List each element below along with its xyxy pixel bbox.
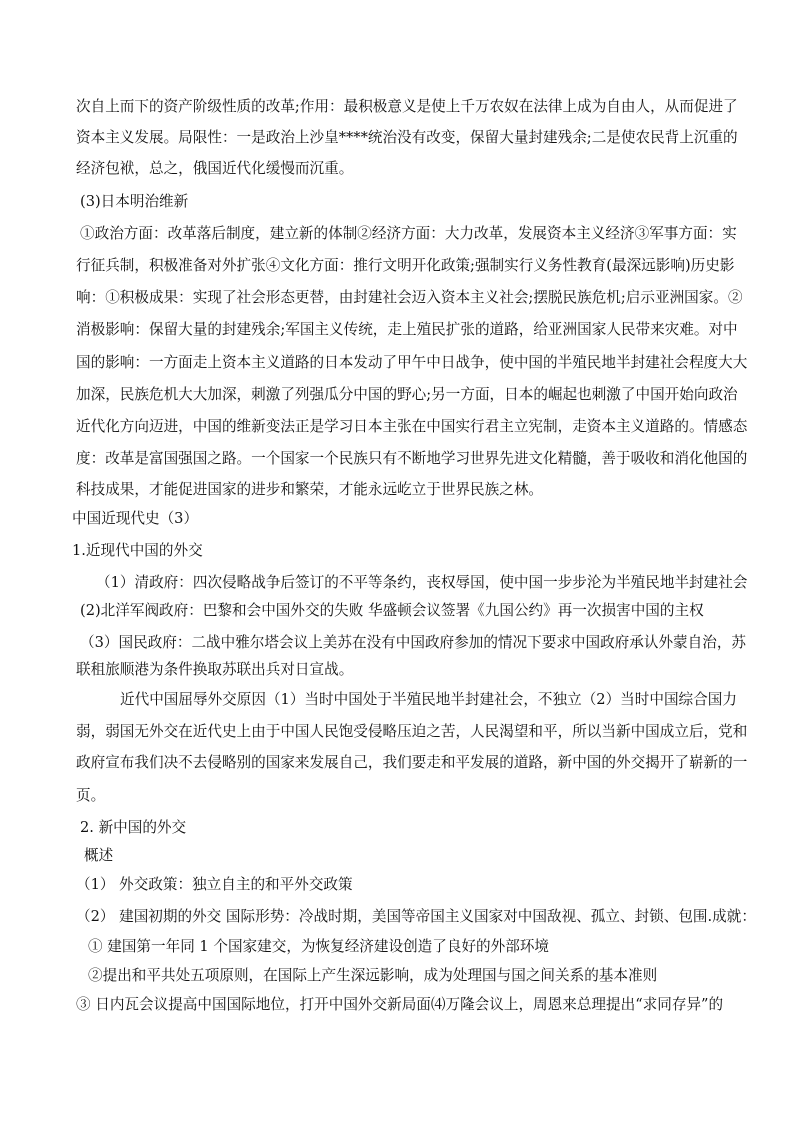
text-line: 行征兵制，积极准备对外扩张④文化方面：推行文明开化政策;强制实行义务性教育(最深远影响)历史影 <box>76 257 735 274</box>
text-line: （1）清政府：四次侵略战争后签订的不平等条约，丧权辱国，使中国一步步沦为半殖民地半封建社会 <box>96 574 748 591</box>
text-line: ②提出和平共处五项原则，在国际上产生深远影响，成为处理国与国之间关系的基本准则 <box>88 967 658 984</box>
text-line: 页。 <box>76 787 106 804</box>
text-line: 国的影响：一方面走上资本主义道路的日本发动了甲午中日战争，使中国的半殖民地半封建社会程度大大 <box>76 354 748 371</box>
text-line: 响：①积极成果：实现了社会形态更替，由封建社会迈入资本主义社会;摆脱民族危机;启示亚洲国家。② <box>76 289 743 306</box>
text-line: 联租旅顺港为条件换取苏联出兵对日宣战。 <box>76 661 354 678</box>
text-line: ①政治方面：改革落后制度，建立新的体制②经济方面：大力改革，发展资本主义经济③军事方面：实 <box>80 225 737 242</box>
text-line: （3）国民政府：二战中雅尔塔会议上美苏在没有中国政府参加的情况下要求中国政府承认外蒙自治，苏 <box>80 634 747 651</box>
text-line: 消极影响：保留大量的封建残余;军国主义传统，走上殖民扩张的道路，给亚洲国家人民带来灾难。对中 <box>76 321 738 338</box>
text-line: 度：改革是富国强国之路。一个国家一个民族只有不断地学习世界先进文化精髓，善于吸收和消化他国的 <box>76 450 748 467</box>
text-line: 次自上而下的资产阶级性质的改革;作用：最积极意义是使上千万农奴在法律上成为自由人，从而促进了 <box>76 98 738 115</box>
section-heading: (3)日本明治维新 <box>80 193 189 210</box>
text-line: 加深，民族危机大大加深，刺激了列强瓜分中国的野心;另一方面，日本的崛起也刺激了中国开始向政治 <box>76 386 738 403</box>
text-line: (2)北洋军阀政府：巴黎和会中国外交的失败 华盛顿会议签署《九国公约》再一次损害中国的主权 <box>80 602 704 619</box>
text-line: 概述 <box>84 847 114 864</box>
text-line: （2） 建国初期的外交 国际形势：冷战时期，美国等帝国主义国家对中国敌视、孤立、封锁、包围.成就： <box>76 908 756 925</box>
text-line: 经济包袱，总之，俄国近代化缓慢而沉重。 <box>76 160 354 177</box>
section-heading: 中国近现代史（3） <box>72 510 199 527</box>
text-line: ③ 日内瓦会议提高中国国际地位，打开中国外交新局面⑷万隆会议上，周恩来总理提出“求同存异”的 <box>76 996 724 1013</box>
text-line: （1） 外交政策：独立自主的和平外交政策 <box>76 876 353 893</box>
text-line: 近代中国屈辱外交原因（1）当时中国处于半殖民地半封建社会，不独立（2）当时中国综合国力 <box>120 691 737 708</box>
text-line: 科技成果，才能促进国家的进步和繁荣，才能永远屹立于世界民族之林。 <box>76 481 544 498</box>
section-heading: 1.近现代中国的外交 <box>72 542 203 559</box>
section-heading: 2. 新中国的外交 <box>80 819 187 836</box>
text-line: ① 建国第一年同 1 个国家建交，为恢复经济建设创造了良好的外部环境 <box>88 938 550 955</box>
text-line: 近代化方向迈进，中国的维新变法正是学习日本主张在中国实行君主立宪制，走资本主义道路的。情感态 <box>76 418 748 435</box>
text-line: 政府宣布我们决不去侵略别的国家来发展自己，我们要走和平发展的道路，新中国的外交揭开了崭新的一 <box>76 754 748 771</box>
text-line: 资本主义发展。局限性：一是政治上沙皇****统治没有改变，保留大量封建残余;二是使农民背上沉重的 <box>76 129 738 146</box>
text-line: 弱，弱国无外交在近代史上由于中国人民饱受侵略压迫之苦，人民渴望和平，所以当新中国成立后，党和 <box>76 723 748 740</box>
